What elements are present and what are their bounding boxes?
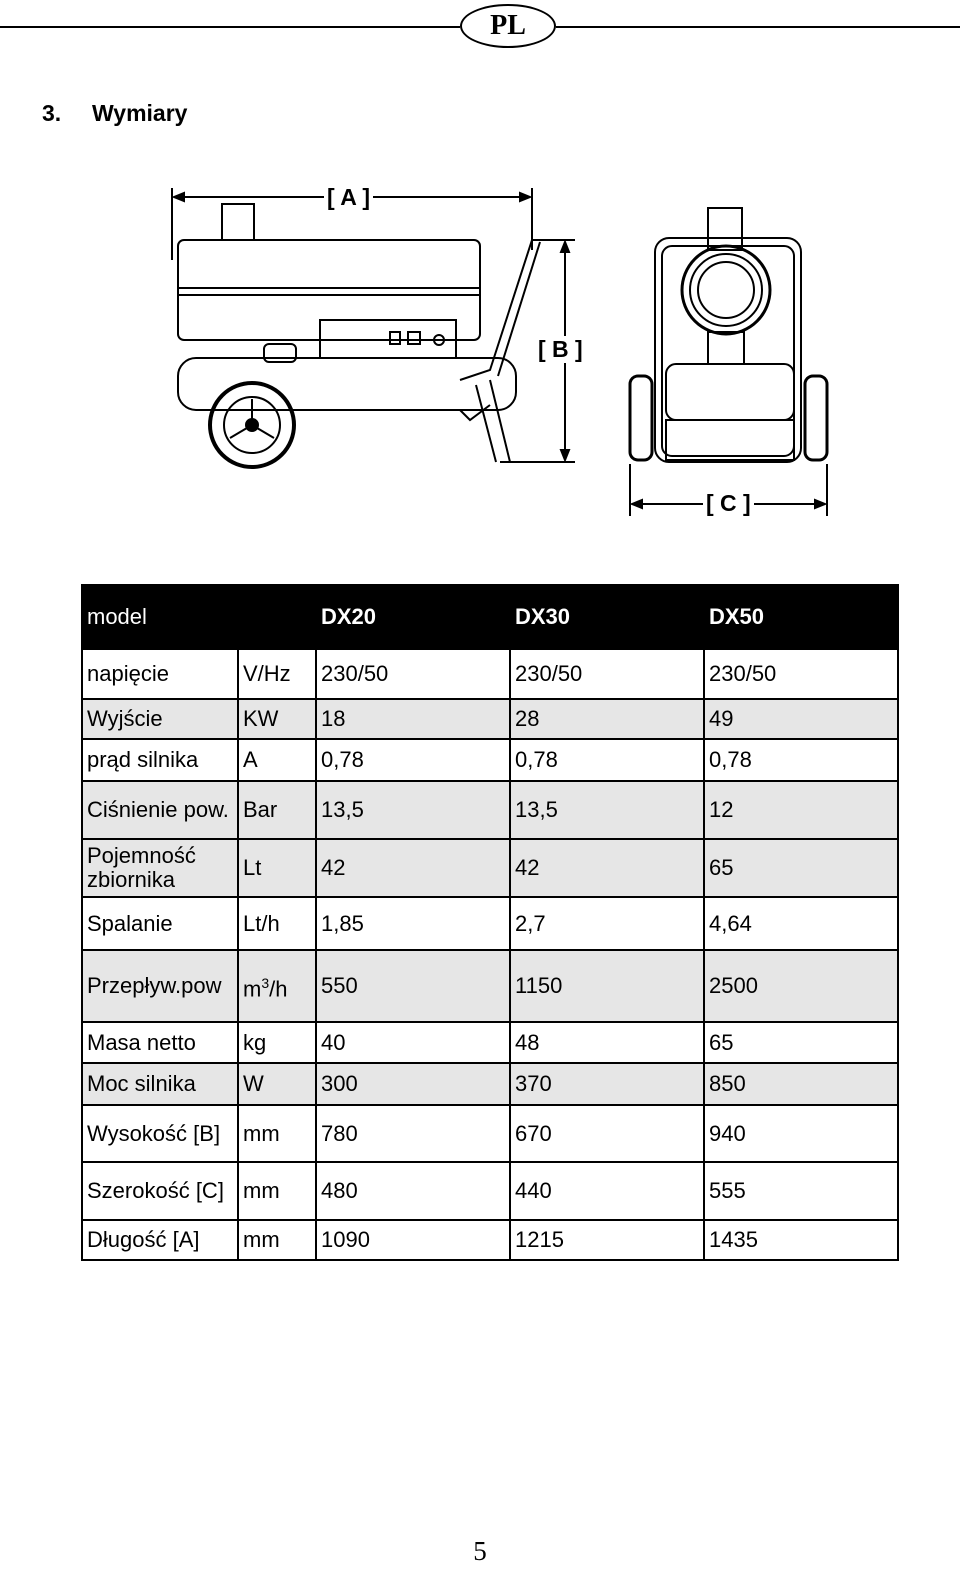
row-label: Pojemność zbiornika (82, 839, 238, 897)
row-label: prąd silnika (82, 739, 238, 781)
row-value: 230/50 (316, 649, 510, 699)
row-value: 550 (316, 950, 510, 1022)
row-unit: mm (238, 1162, 316, 1220)
table-header-row (82, 585, 898, 649)
row-unit: mm (238, 1105, 316, 1162)
table-row (82, 1105, 898, 1162)
page-number: 5 (473, 1536, 487, 1566)
row-value: 300 (316, 1063, 510, 1105)
row-label: Moc silnika (82, 1063, 238, 1105)
row-unit: V/Hz (238, 649, 316, 699)
row-value: 555 (704, 1162, 898, 1220)
row-value: 1150 (510, 950, 704, 1022)
table-row (82, 950, 898, 1022)
row-label: Ciśnienie pow. (82, 781, 238, 839)
table-row (82, 1063, 898, 1105)
header-model-label: model (82, 585, 238, 649)
table-row (82, 1022, 898, 1063)
row-unit: W (238, 1063, 316, 1105)
dimension-c-label: [ C ] (703, 490, 754, 517)
table-row (82, 649, 898, 699)
row-value: 780 (316, 1105, 510, 1162)
row-value: 2500 (704, 950, 898, 1022)
row-value: 40 (316, 1022, 510, 1063)
row-label: Masa netto (82, 1022, 238, 1063)
row-label: Przepływ.pow (82, 950, 238, 1022)
row-value: 850 (704, 1063, 898, 1105)
row-label: napięcie (82, 649, 238, 699)
table-row (82, 897, 898, 950)
header-model-dx50: DX50 (704, 585, 898, 649)
row-value: 65 (704, 839, 898, 897)
dimension-a-label: [ A ] (324, 184, 373, 211)
row-value: 12 (704, 781, 898, 839)
row-unit: Lt (238, 839, 316, 897)
row-label: Spalanie (82, 897, 238, 950)
row-value: 18 (316, 699, 510, 739)
header-unit-cell (238, 585, 316, 649)
header-rule-right (556, 26, 960, 28)
table-row (82, 839, 898, 897)
row-value: 1090 (316, 1220, 510, 1260)
row-value: 13,5 (510, 781, 704, 839)
heater-illustration (160, 180, 840, 540)
dimension-drawing (160, 180, 840, 545)
row-unit: KW (238, 699, 316, 739)
row-unit: Lt/h (238, 897, 316, 950)
section-heading (42, 100, 187, 127)
row-value: 1435 (704, 1220, 898, 1260)
header-model-dx20: DX20 (316, 585, 510, 649)
row-value: 1,85 (316, 897, 510, 950)
table-row (82, 781, 898, 839)
language-badge: PL (460, 4, 556, 48)
table-row (82, 699, 898, 739)
row-value: 42 (510, 839, 704, 897)
row-value: 0,78 (704, 739, 898, 781)
unit-superscript: 3 (261, 974, 270, 991)
table-row (82, 1220, 898, 1260)
row-value: 0,78 (510, 739, 704, 781)
header-model-dx30: DX30 (510, 585, 704, 649)
row-value: 65 (704, 1022, 898, 1063)
row-value: 440 (510, 1162, 704, 1220)
dimension-b-label: [ B ] (535, 336, 586, 363)
row-unit: mm (238, 1220, 316, 1260)
row-value: 42 (316, 839, 510, 897)
row-unit: kg (238, 1022, 316, 1063)
row-value: 0,78 (316, 739, 510, 781)
section-title: Wymiary (92, 100, 188, 126)
row-value: 230/50 (704, 649, 898, 699)
row-unit: Bar (238, 781, 316, 839)
spec-table (81, 584, 899, 1261)
row-value: 13,5 (316, 781, 510, 839)
unit-base: m (243, 976, 262, 1002)
row-value: 4,64 (704, 897, 898, 950)
unit-tail: /h (269, 976, 288, 1002)
row-label: Szerokość [C] (82, 1162, 238, 1220)
table-row (82, 739, 898, 781)
row-value: 28 (510, 699, 704, 739)
row-value: 49 (704, 699, 898, 739)
row-value: 940 (704, 1105, 898, 1162)
row-label: Wyjście (82, 699, 238, 739)
row-value: 230/50 (510, 649, 704, 699)
row-value: 2,7 (510, 897, 704, 950)
row-value: 48 (510, 1022, 704, 1063)
row-label: Długość [A] (82, 1220, 238, 1260)
row-unit: A (238, 739, 316, 781)
row-value: 370 (510, 1063, 704, 1105)
row-value: 670 (510, 1105, 704, 1162)
row-value: 480 (316, 1162, 510, 1220)
section-number: 3. (42, 100, 62, 126)
row-value: 1215 (510, 1220, 704, 1260)
row-unit (238, 950, 316, 1022)
table-row (82, 1162, 898, 1220)
row-label: Wysokość [B] (82, 1105, 238, 1162)
header-rule-left (0, 26, 460, 28)
